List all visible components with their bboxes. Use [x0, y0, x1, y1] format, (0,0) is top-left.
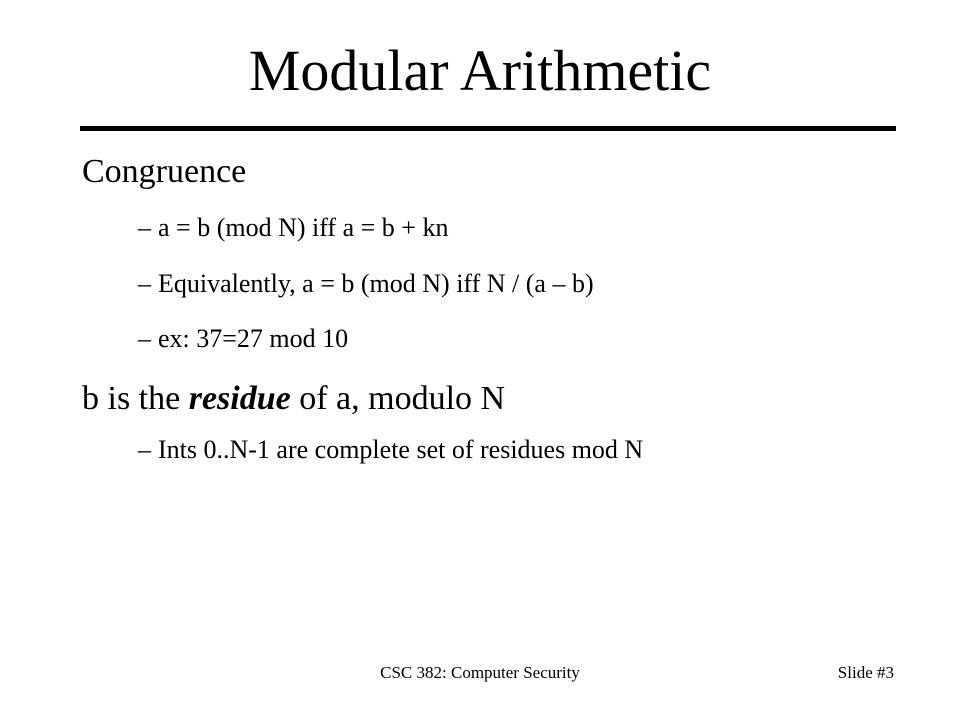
sub-bullet-text: a = b (mod N) iff a = b + kn	[158, 213, 449, 242]
footer-course: CSC 382: Computer Security	[380, 663, 580, 682]
footer-slide-number: Slide #3	[837, 663, 894, 682]
sub-bullet-marker: –	[138, 324, 151, 353]
title-divider	[80, 126, 896, 131]
sub-bullet-marker: –	[138, 213, 151, 242]
bullet-congruence: Congruence	[82, 153, 247, 190]
sub-bullet-text: ex: 37=27 mod 10	[158, 324, 349, 353]
sub-bullet-congruence-equivalent	[138, 268, 594, 300]
sub-bullet-congruence-example	[138, 323, 348, 355]
bullet-residue-prefix: b is the	[82, 380, 189, 417]
sub-bullet-marker: –	[138, 435, 151, 464]
bullet-residue-emphasis: residue	[188, 380, 291, 417]
bullet-residue	[82, 379, 505, 419]
sub-bullet-residue-set	[138, 434, 643, 466]
slide-title: Modular Arithmetic	[248, 38, 712, 103]
sub-bullet-text: Equivalently, a = b (mod N) iff N / (a – b)	[158, 269, 594, 298]
sub-bullet-congruence-definition	[138, 212, 448, 244]
sub-bullet-text: Ints 0..N-1 are complete set of residues mod N	[158, 435, 644, 464]
bullet-residue-suffix: of a, modulo N	[290, 380, 506, 417]
sub-bullet-marker: –	[138, 269, 151, 298]
